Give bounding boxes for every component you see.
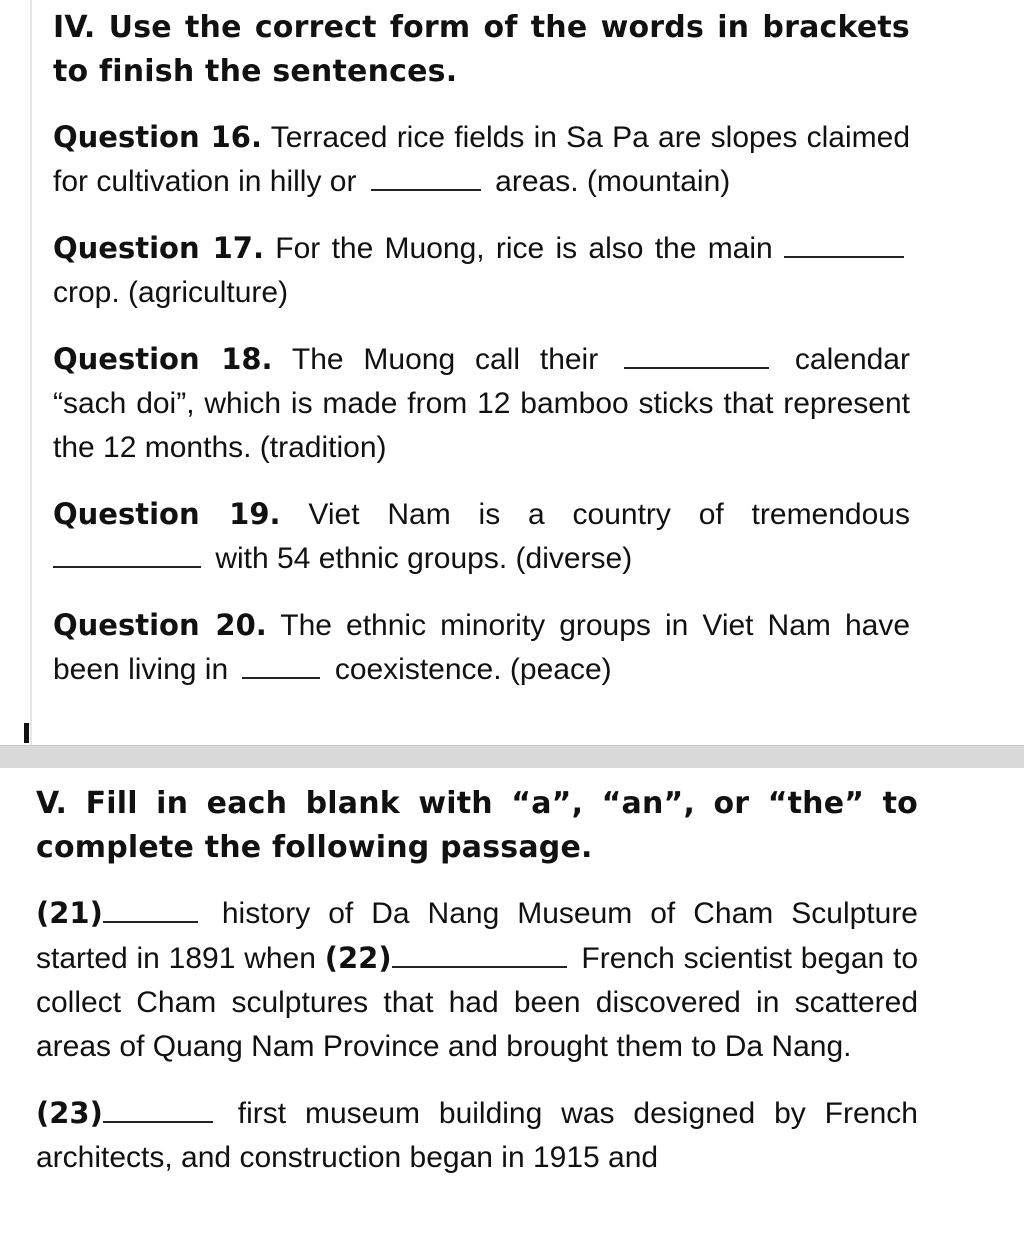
passage-text: French scientist began to collect Cham sculptures that had been discovered in scattered areas of Quang Nam Province and brought them to Da Nang. [36, 942, 919, 1063]
question-text: with 54 ethnic groups. (diverse) [215, 542, 633, 575]
question-label: Question 19. [53, 497, 281, 531]
question-19 [53, 492, 910, 581]
section-iv [53, 6, 910, 692]
section-v [36, 782, 918, 1180]
question-label: Question 20. [53, 608, 267, 642]
question-text: areas. (mountain) [495, 165, 731, 198]
question-text: For the Muong, rice is also the main [275, 232, 773, 265]
question-text: The ethnic minority groups in Viet Nam have been living in [53, 609, 910, 686]
answer-blank-18[interactable] [624, 345, 769, 369]
answer-blank-16[interactable] [371, 167, 481, 191]
question-text: Terraced rice fields in Sa Pa are slopes claimed for cultivation in hilly or [53, 121, 911, 198]
question-text: crop. (agriculture) [53, 276, 289, 309]
question-text: calendar “sach doi”, which is made from 12 bamboo sticks that represent the 12 months. (tradition) [53, 343, 910, 464]
question-label: Question 18. [53, 342, 273, 376]
question-label: Question 16. [53, 120, 262, 154]
text-cursor [24, 723, 29, 743]
section-v-heading: V. Fill in each blank with “a”, “an”, or “the” to complete the following passage. [36, 786, 918, 865]
question-18 [53, 337, 910, 470]
answer-blank-21[interactable] [103, 899, 198, 923]
question-text: Viet Nam is a country of tremendous [308, 498, 910, 531]
passage-paragraph-2 [36, 1091, 918, 1180]
answer-blank-20[interactable] [242, 655, 320, 679]
answer-blank-17[interactable] [784, 234, 904, 258]
question-text: The Muong call their [291, 343, 599, 376]
passage-text: first museum building was designed by French architects, and construction began in 1915 and [36, 1097, 918, 1174]
section-iv-heading: IV. Use the correct form of the words in brackets to finish the sentences. [53, 10, 910, 89]
question-label: Question 17. [53, 231, 265, 265]
blank-number-22: (22) [324, 941, 392, 975]
answer-blank-22[interactable] [392, 944, 567, 968]
answer-blank-23[interactable] [103, 1099, 213, 1123]
blank-number-21: (21) [36, 896, 103, 930]
answer-blank-19[interactable] [53, 544, 201, 568]
question-16 [53, 115, 910, 204]
question-20 [53, 603, 910, 692]
passage-text: history of Da Nang Museum of Cham Sculpture started in 1891 when [36, 897, 918, 975]
blank-number-23: (23) [36, 1096, 103, 1130]
question-17 [53, 226, 910, 315]
page-break-gap [0, 745, 1024, 770]
page-left-margin-rule [30, 0, 32, 745]
question-text: coexistence. (peace) [334, 653, 612, 686]
passage-paragraph-1 [36, 891, 918, 1069]
